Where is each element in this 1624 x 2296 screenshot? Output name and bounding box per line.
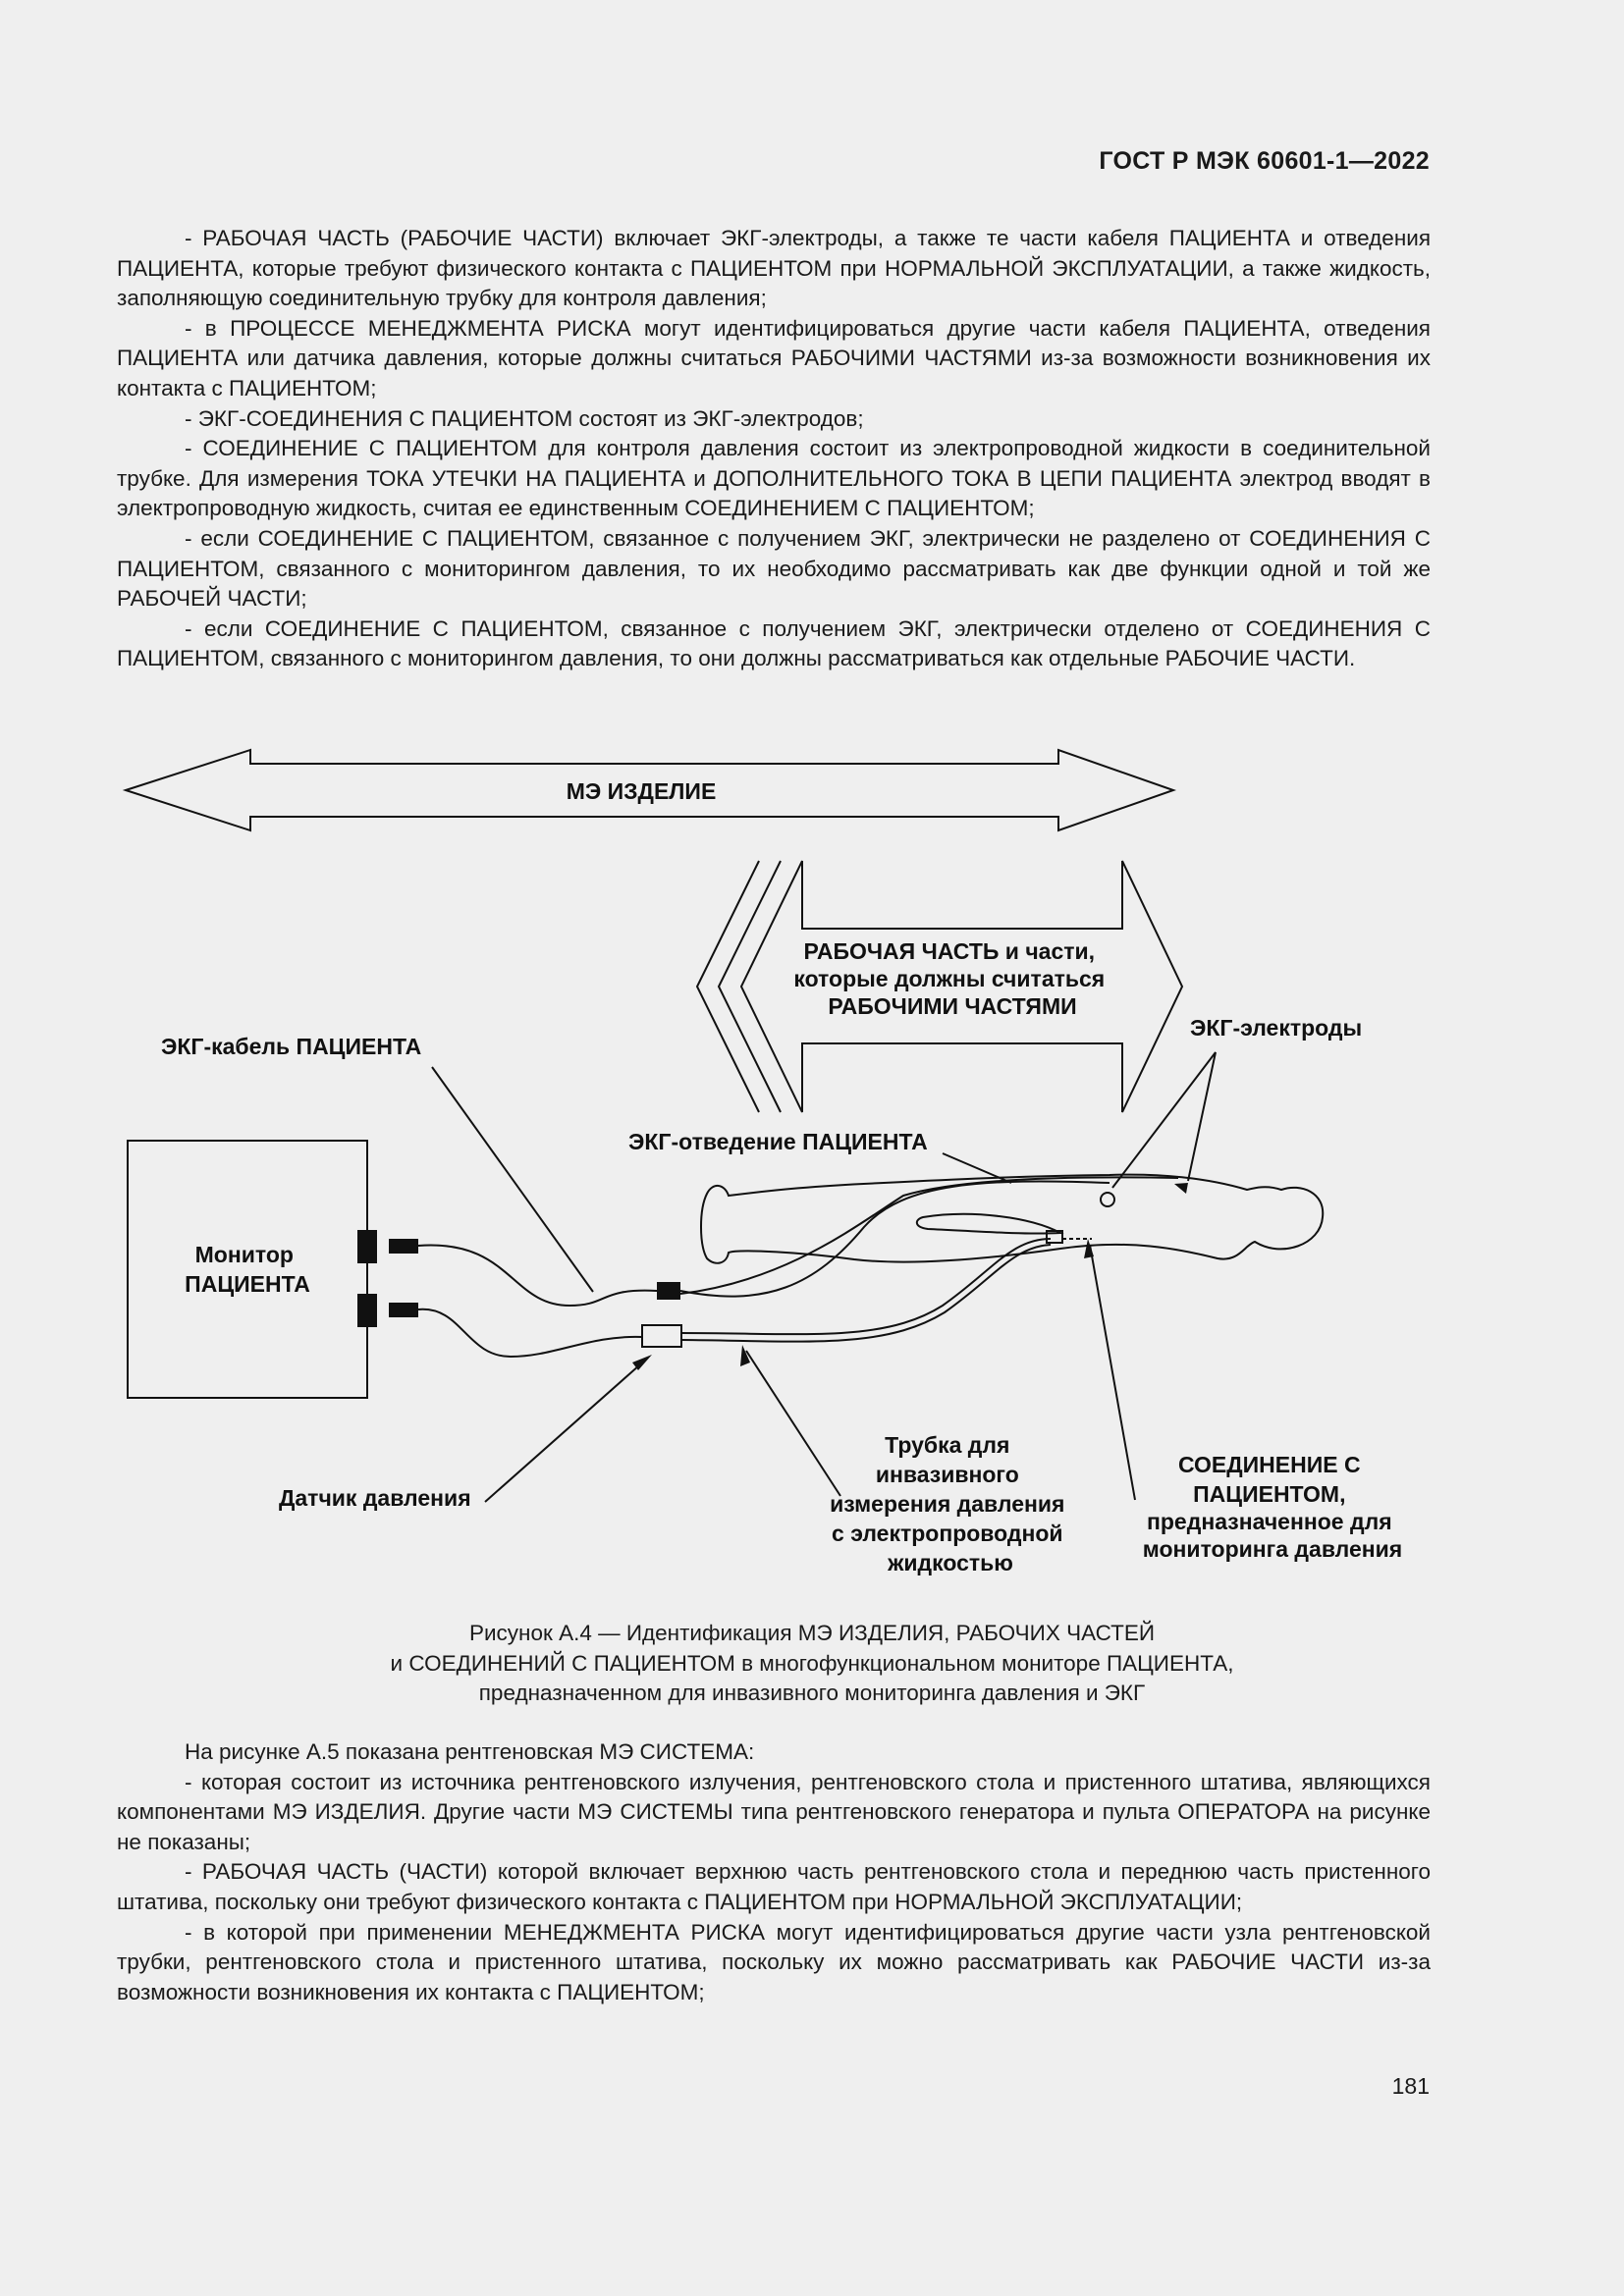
pressure-sensor — [642, 1325, 681, 1347]
patient-connection-label: СОЕДИНЕНИЕ С ПАЦИЕНТОМ, предназначенное для мониторинга давления — [1142, 1452, 1403, 1562]
tube-label: Трубка для инвазивного измерения давления с электропроводной жидкостью — [830, 1432, 1065, 1575]
paragraph: - РАБОЧАЯ ЧАСТЬ (ЧАСТИ) которой включает верхнюю часть рентгеновского стола и переднюю часть пристенного штатива, поскольку они требуют физического контакта с ПАЦИЕНТОМ при НОРМАЛЬНОЙ ЭКСПЛУАТАЦИИ; — [117, 1859, 1431, 1914]
ecg-lead-label: ЭКГ-отведение ПАЦИЕНТА — [628, 1129, 928, 1154]
leader-ecg-electrodes — [1112, 1052, 1216, 1188]
pressure-sensor-label: Датчик давления — [279, 1485, 471, 1511]
figure-caption — [0, 1619, 1624, 1709]
ecg-cable-plug — [389, 1239, 418, 1254]
pressure-cable-plug — [389, 1303, 418, 1317]
arrowhead-patient-connection — [1084, 1239, 1094, 1258]
applied-part-arrow-back-2 — [697, 861, 759, 1112]
paragraph: - ЭКГ-СОЕДИНЕНИЯ С ПАЦИЕНТОМ состоят из ЭКГ-электродов; — [185, 405, 864, 431]
paragraph: - СОЕДИНЕНИЕ С ПАЦИЕНТОМ для контроля давления состоит из электропроводной жидкости в соединительной трубке. Для измерения ТОКА УТЕЧКИ НА ПАЦИЕНТА и ДОПОЛНИТЕЛЬНОГО ТОКА В ЦЕПИ ПАЦИЕНТА электрод вводят в электропроводную жидкость, считая ее единственным СОЕДИНЕНИЕМ С ПАЦИЕНТОМ; — [117, 436, 1431, 521]
pressure-tube-2 — [681, 1245, 1051, 1342]
patient-arm — [917, 1214, 1060, 1234]
intro-text — [117, 224, 1431, 674]
paragraph: - в которой при применении МЕНЕДЖМЕНТА РИСКА могут идентифицироваться другие части узла рентгеновской трубки, рентгеновского стола и пристенного штатива, поскольку их можно рассматривать как РАБОЧИЕ ЧАСТИ из-за возможности возникновения их контакта с ПАЦИЕНТОМ; — [117, 1919, 1431, 2004]
me-device-label: МЭ ИЗДЕЛИЕ — [566, 778, 717, 804]
caption-line: предназначенном для инвазивного мониторинга давления и ЭКГ — [478, 1681, 1146, 1706]
paragraph: - в ПРОЦЕССЕ МЕНЕДЖМЕНТА РИСКА могут идентифицироваться другие части кабеля ПАЦИЕНТА, отведения ПАЦИЕНТА или датчика давления, которые должны считаться РАБОЧИМИ ЧАСТЯМИ из-за возможности возникновения их контакта с ПАЦИЕНТОМ; — [117, 315, 1431, 400]
paragraph: - если СОЕДИНЕНИЕ С ПАЦИЕНТОМ, связанное с получением ЭКГ, электрически отделено от СОЕДИНЕНИЯ С ПАЦИЕНТОМ, связанного с мониторингом давления, то они должны рассматриваться как отдельные РАБОЧИЕ ЧАСТИ. — [117, 615, 1431, 671]
applied-part-label: РАБОЧАЯ ЧАСТЬ и части, которые должны считаться РАБОЧИМИ ЧАСТЯМИ — [793, 938, 1106, 1019]
ecg-electrode-1 — [1101, 1193, 1114, 1206]
pressure-tube — [681, 1239, 1051, 1334]
caption-line: и СОЕДИНЕНИЙ С ПАЦИЕНТОМ в многофункциональном мониторе ПАЦИЕНТА, — [390, 1650, 1234, 1676]
paragraph: - РАБОЧАЯ ЧАСТЬ (РАБОЧИЕ ЧАСТИ) включает ЭКГ-электроды, а также те части кабеля ПАЦИЕНТА и отведения ПАЦИЕНТА, которые требуют физического контакта с ПАЦИЕНТОМ при НОРМАЛЬНОЙ ЭКСПЛУАТАЦИИ, а также жидкость, заполняющую соединительную трубку для контроля давления; — [117, 226, 1431, 311]
ecg-cable — [418, 1245, 657, 1306]
leader-tube — [746, 1351, 840, 1496]
monitor-connector-pressure — [357, 1294, 377, 1327]
figure-a4-diagram — [0, 726, 1624, 1610]
document-header: ГОСТ Р МЭК 60601-1—2022 — [1099, 147, 1430, 175]
monitor-connector-ecg — [357, 1230, 377, 1263]
applied-part-arrow-back-1 — [719, 861, 781, 1112]
paragraph: На рисунке А.5 показана рентгеновская МЭ СИСТЕМА: — [185, 1739, 755, 1764]
paragraph: - если СОЕДИНЕНИЕ С ПАЦИЕНТОМ, связанное с получением ЭКГ, электрически не разделено от СОЕДИНЕНИЯ С ПАЦИЕНТОМ, связанного с мониторингом давления, то их необходимо рассматривать как две функции одной и той же РАБОЧЕЙ ЧАСТИ; — [117, 525, 1431, 612]
ecg-cable-label: ЭКГ-кабель ПАЦИЕНТА — [161, 1034, 422, 1059]
page-number: 181 — [1391, 2073, 1430, 2099]
pressure-cable — [418, 1309, 642, 1357]
ecg-electrode-2 — [1174, 1183, 1188, 1194]
ecg-lead-junction — [657, 1282, 680, 1300]
leader-pressure-sensor — [485, 1358, 648, 1502]
leader-ecg-cable — [432, 1067, 593, 1292]
body-text — [117, 1737, 1431, 2007]
paragraph: - которая состоит из источника рентгеновского излучения, рентгеновского стола и пристенного штатива, являющихся компонентами МЭ ИЗДЕЛИЯ. Другие части МЭ СИСТЕМЫ типа рентгеновского генератора и пульта ОПЕРАТОРА на рисунке не показаны; — [117, 1769, 1431, 1854]
leader-patient-connection — [1090, 1245, 1135, 1500]
ecg-electrodes-label: ЭКГ-электроды — [1190, 1015, 1363, 1041]
monitor-box — [128, 1141, 367, 1398]
caption-line: Рисунок А.4 — Идентификация МЭ ИЗДЕЛИЯ, РАБОЧИХ ЧАСТЕЙ — [468, 1621, 1156, 1645]
monitor-label: Монитор ПАЦИЕНТА — [185, 1242, 310, 1297]
